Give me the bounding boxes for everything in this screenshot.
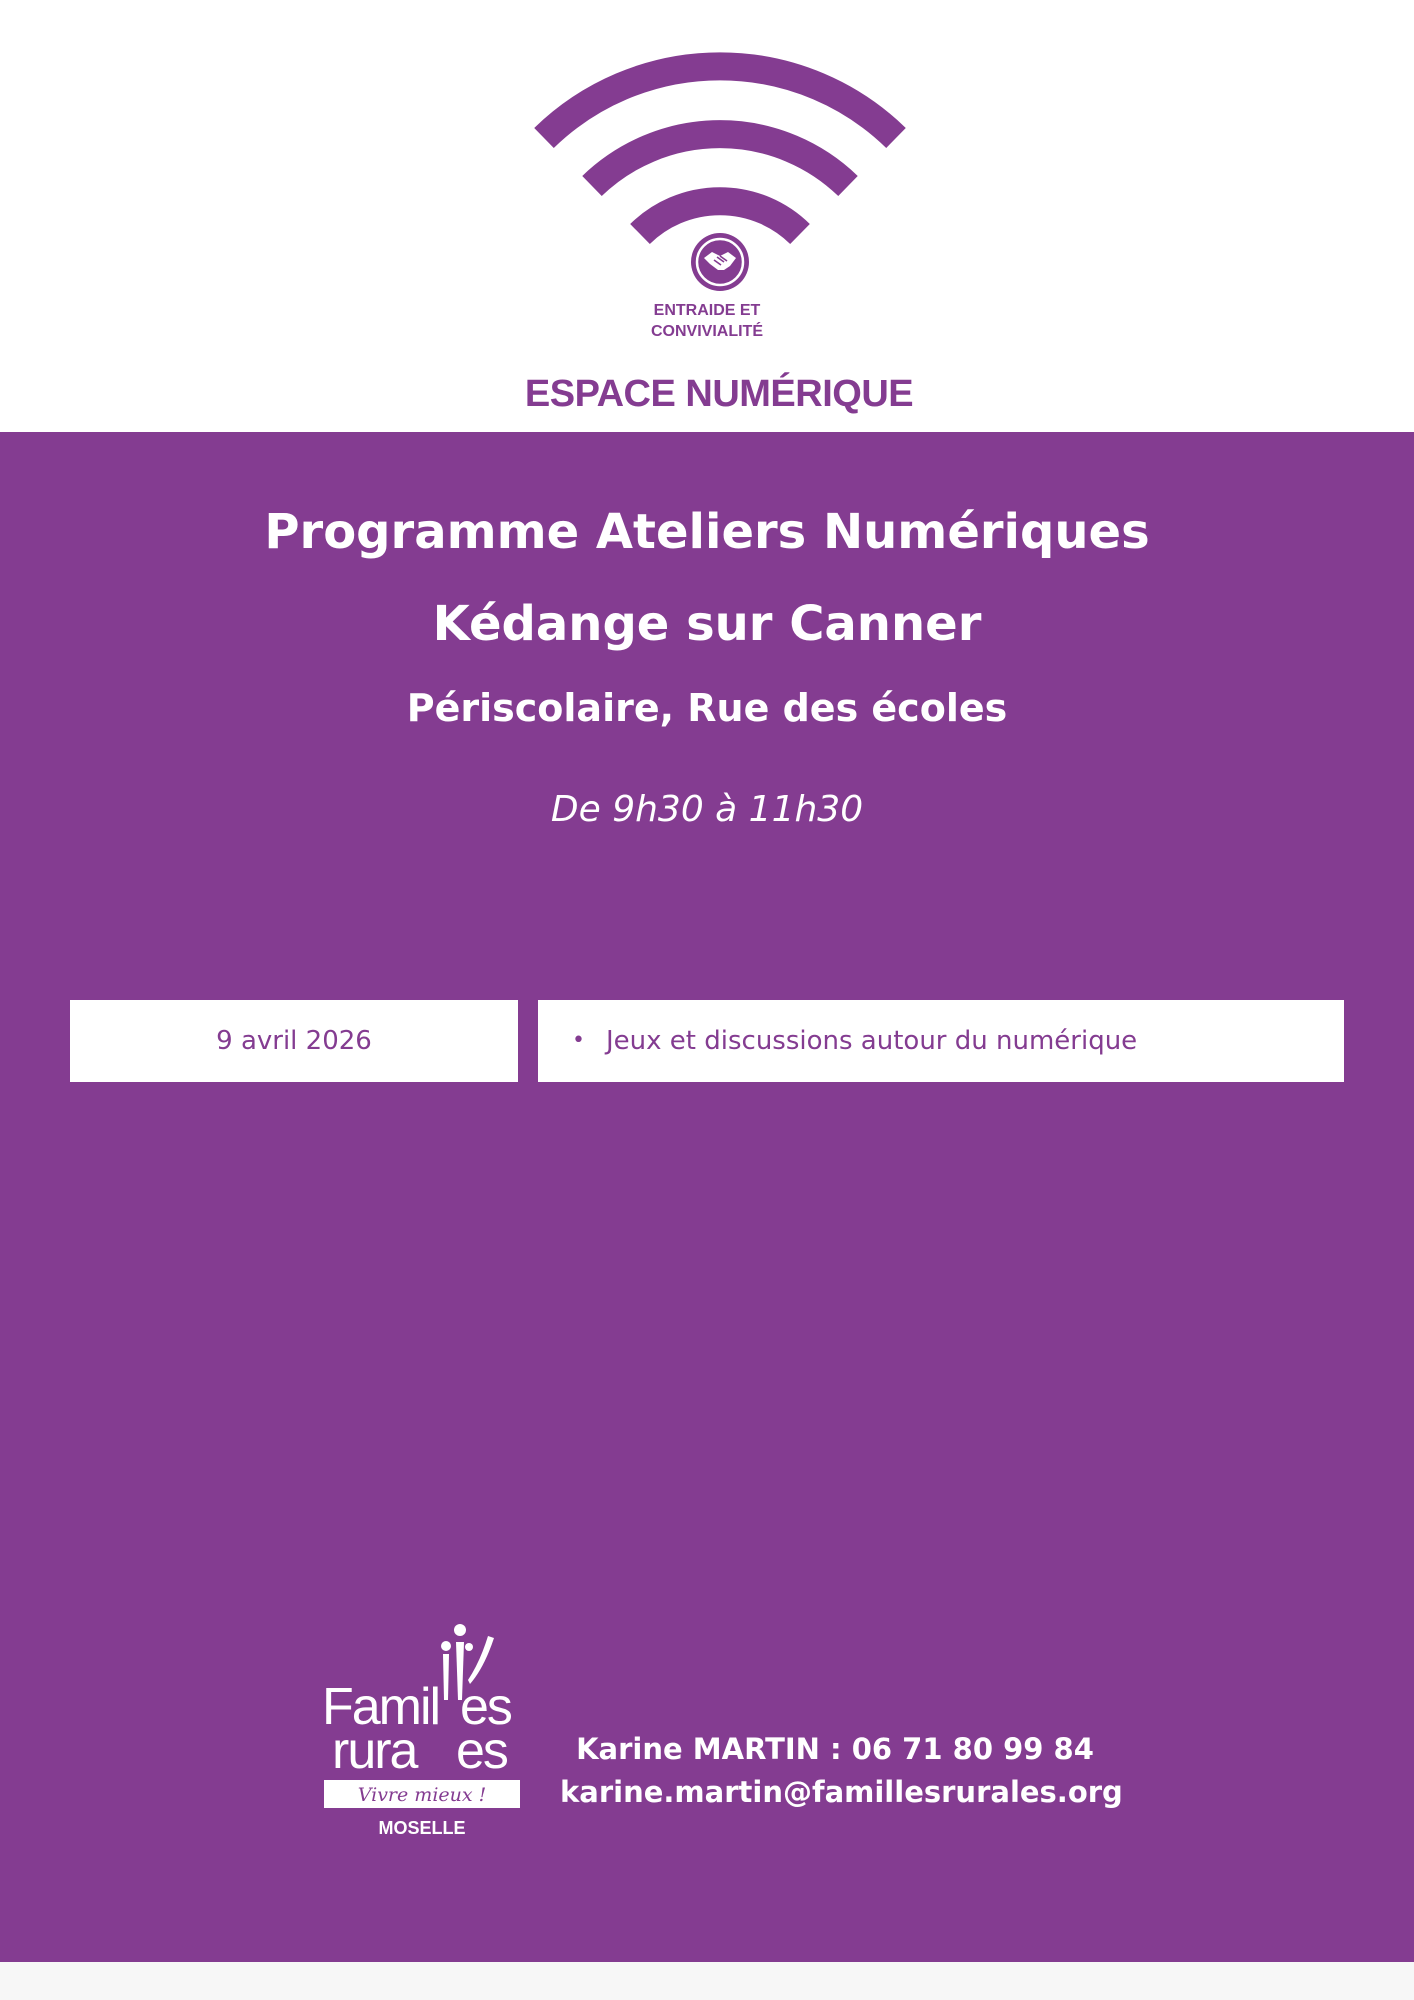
logo-tagline-line1: ENTRAIDE ET xyxy=(653,302,761,319)
page-title: Programme Ateliers Numériques xyxy=(264,504,1150,560)
footer-strip xyxy=(0,1962,1414,2000)
familles-rurales-logo xyxy=(318,1622,528,1842)
logo-word-familles: Famil xyxy=(322,1678,440,1736)
logo-tagline-line2: CONVIVIALITÉ xyxy=(650,323,763,340)
header xyxy=(0,0,1414,432)
schedule-date-cell: 9 avril 2026 xyxy=(70,1000,518,1082)
logo-word-rurales: rura xyxy=(332,1722,417,1780)
town-name: Kédange sur Canner xyxy=(432,596,982,652)
logo-tagline: Vivre mieux ! xyxy=(357,1784,487,1806)
schedule-activity-cell xyxy=(538,1000,1344,1082)
logo-region: MOSELLE xyxy=(378,1818,466,1838)
schedule-activity-text: Jeux et discussions autour du numérique xyxy=(606,1026,1138,1056)
session-hours: De 9h30 à 11h30 xyxy=(550,789,864,830)
espace-numerique-title: ESPACE NUMÉRIQUE xyxy=(524,373,914,415)
contact-name-phone: Karine MARTIN : 06 71 80 99 84 xyxy=(576,1732,1094,1766)
venue-address: Périscolaire, Rue des écoles xyxy=(406,686,1008,730)
bullet-icon: • xyxy=(572,1028,585,1053)
contact-email[interactable]: karine.martin@famillesrurales.org xyxy=(560,1775,1123,1809)
logo-word-familles-end: es xyxy=(460,1678,511,1736)
logo-word-rurales-end: es xyxy=(456,1722,507,1780)
